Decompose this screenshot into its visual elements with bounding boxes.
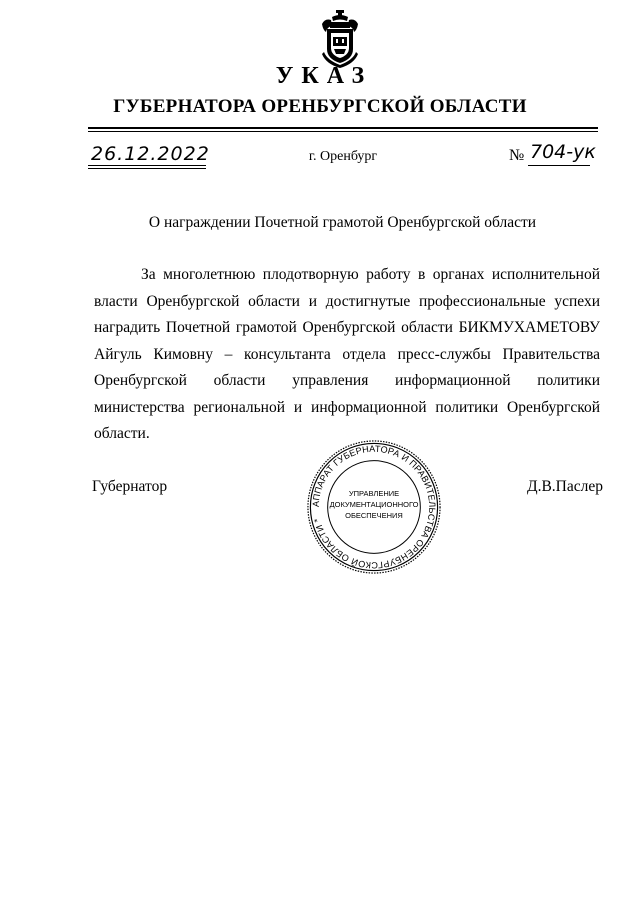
number-underline [528,165,590,166]
seal-center-line-2: ДОКУМЕНТАЦИОННОГО [329,500,419,509]
document-date: 26.12.2022 [91,143,210,165]
signatory-name: Д.В.Паслер [527,478,603,495]
official-seal [305,438,443,576]
document-place: г. Оренбург [308,149,378,164]
seal-center-line-3: ОБЕСПЕЧЕНИЯ [345,510,403,520]
date-underline-2 [88,168,206,169]
signatory-role: Губернатор [92,478,168,495]
body-paragraph: За многолетнюю плодотворную работу в органах исполнительной власти Оренбургской области и достигнутые профессиональные успехи наградить Почетной грамотой Оренбургской области БИКМУХАМЕТОВУ Айгуль Кимовну – консультанта отдела пресс-службы Правительства Оренбургской области управления информационной политики министерства региональной и информационной политики Оренбургской области. [94,266,600,442]
issuer-title: ГУБЕРНАТОРА ОРЕНБУРГСКОЙ ОБЛАСТИ [113,96,527,117]
coat-of-arms-icon [318,8,362,68]
number-prefix: № [509,147,525,164]
document-type: УКАЗ [275,63,373,89]
document-title: О награждении Почетной грамотой Оренбургской области [148,214,537,231]
header-divider-thin [88,131,598,132]
header-divider [88,127,598,129]
seal-center-line-1: УПРАВЛЕНИЕ [348,489,400,499]
seal-ring-text: АППАРАТ ГУБЕРНАТОРА И ПРАВИТЕЛЬСТВА ОРЕНБУРГСКОЙ ОБЛАСТИ * [310,443,438,571]
document-number: 704-ук [530,141,596,163]
date-underline [88,165,206,166]
